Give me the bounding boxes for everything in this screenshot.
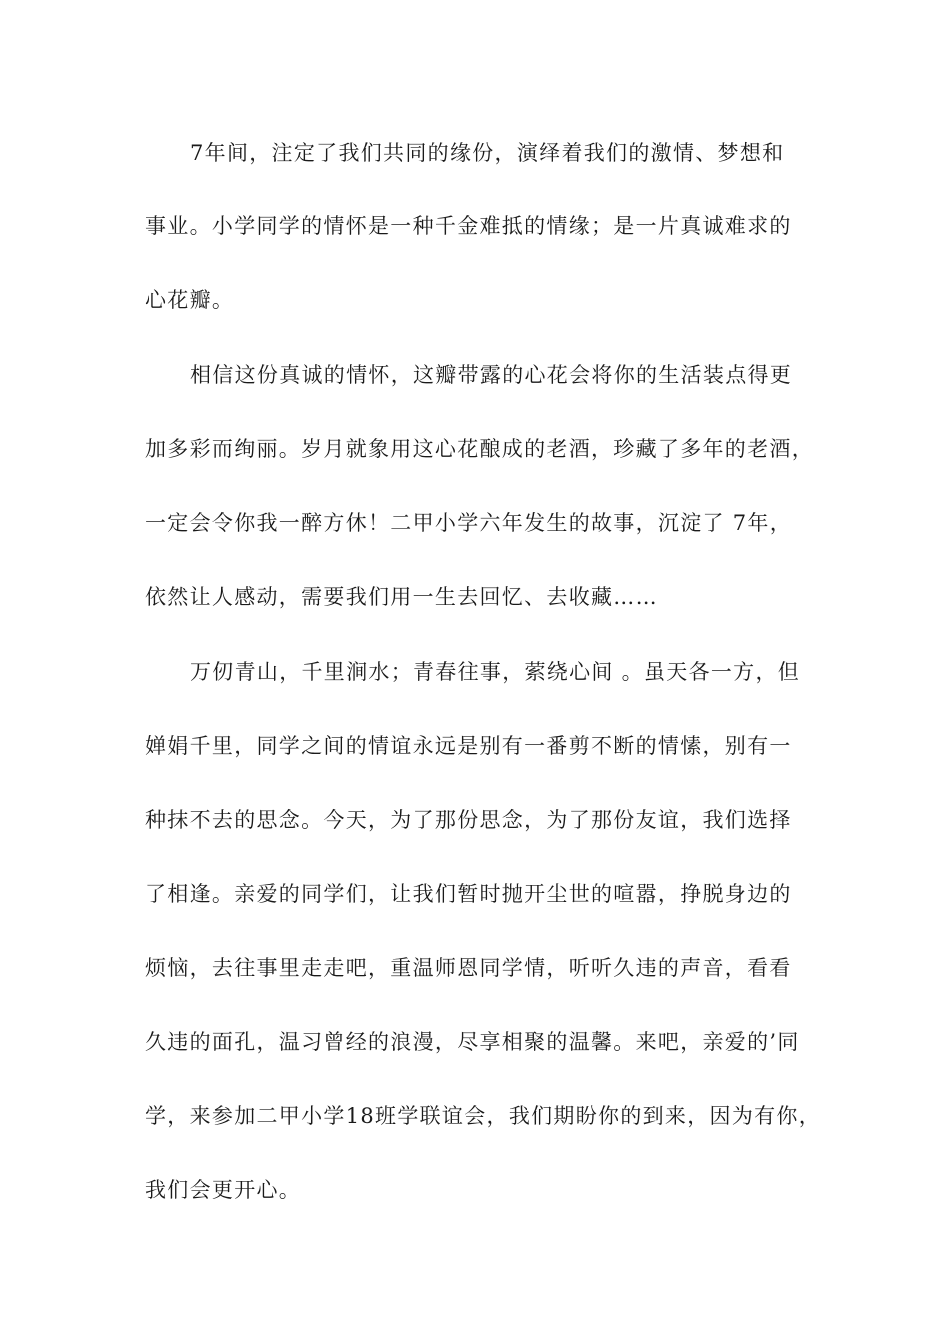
- paragraph-line: 依然让人感动，需要我们用一生去回忆、去收藏……: [145, 585, 658, 609]
- paragraph-line: 相信这份真诚的情怀，这瓣带露的心花会将你的生活装点得更: [190, 363, 793, 387]
- paragraph-line: 种抹不去的思念。今天，为了那份思念，为了那份友谊，我们选择: [145, 808, 792, 832]
- paragraph-line: 久违的面孔，温习曾经的浪漫，尽享相聚的温馨。来吧，亲爱的’同: [145, 1030, 800, 1054]
- paragraph-line: 一定会令你我一醉方休！二甲小学六年发生的故事，沉淀了 7年，: [145, 511, 793, 535]
- paragraph-line: 婵娟千里，同学之间的情谊永远是别有一番剪不断的情愫，别有一: [145, 734, 792, 758]
- paragraph-line: 了相逢。亲爱的同学们，让我们暂时抛开尘世的喧嚣，挣脱身边的: [145, 882, 792, 906]
- paragraph-line: 学，来参加二甲小学18班学联谊会，我们期盼你的到来，因为有你，: [145, 1104, 822, 1128]
- paragraph-line: 事业。小学同学的情怀是一种千金难抵的情缘；是一片真诚难求的: [145, 214, 792, 238]
- paragraph-line: 心花瓣。: [145, 288, 235, 312]
- paragraph-line: 7年间，注定了我们共同的缘份，演绎着我们的激情、梦想和: [190, 141, 785, 165]
- paragraph-line: 万仞青山，千里涧水；青春往事，萦绕心间 。虽天各一方，但: [190, 660, 801, 684]
- paragraph-line: 我们会更开心。: [145, 1178, 302, 1202]
- paragraph-line: 加多彩而绚丽。岁月就象用这心花酿成的老酒，珍藏了多年的老酒，: [145, 437, 814, 461]
- paragraph-line: 烦恼，去往事里走走吧，重温师恩同学情，听听久违的声音，看看: [145, 956, 792, 980]
